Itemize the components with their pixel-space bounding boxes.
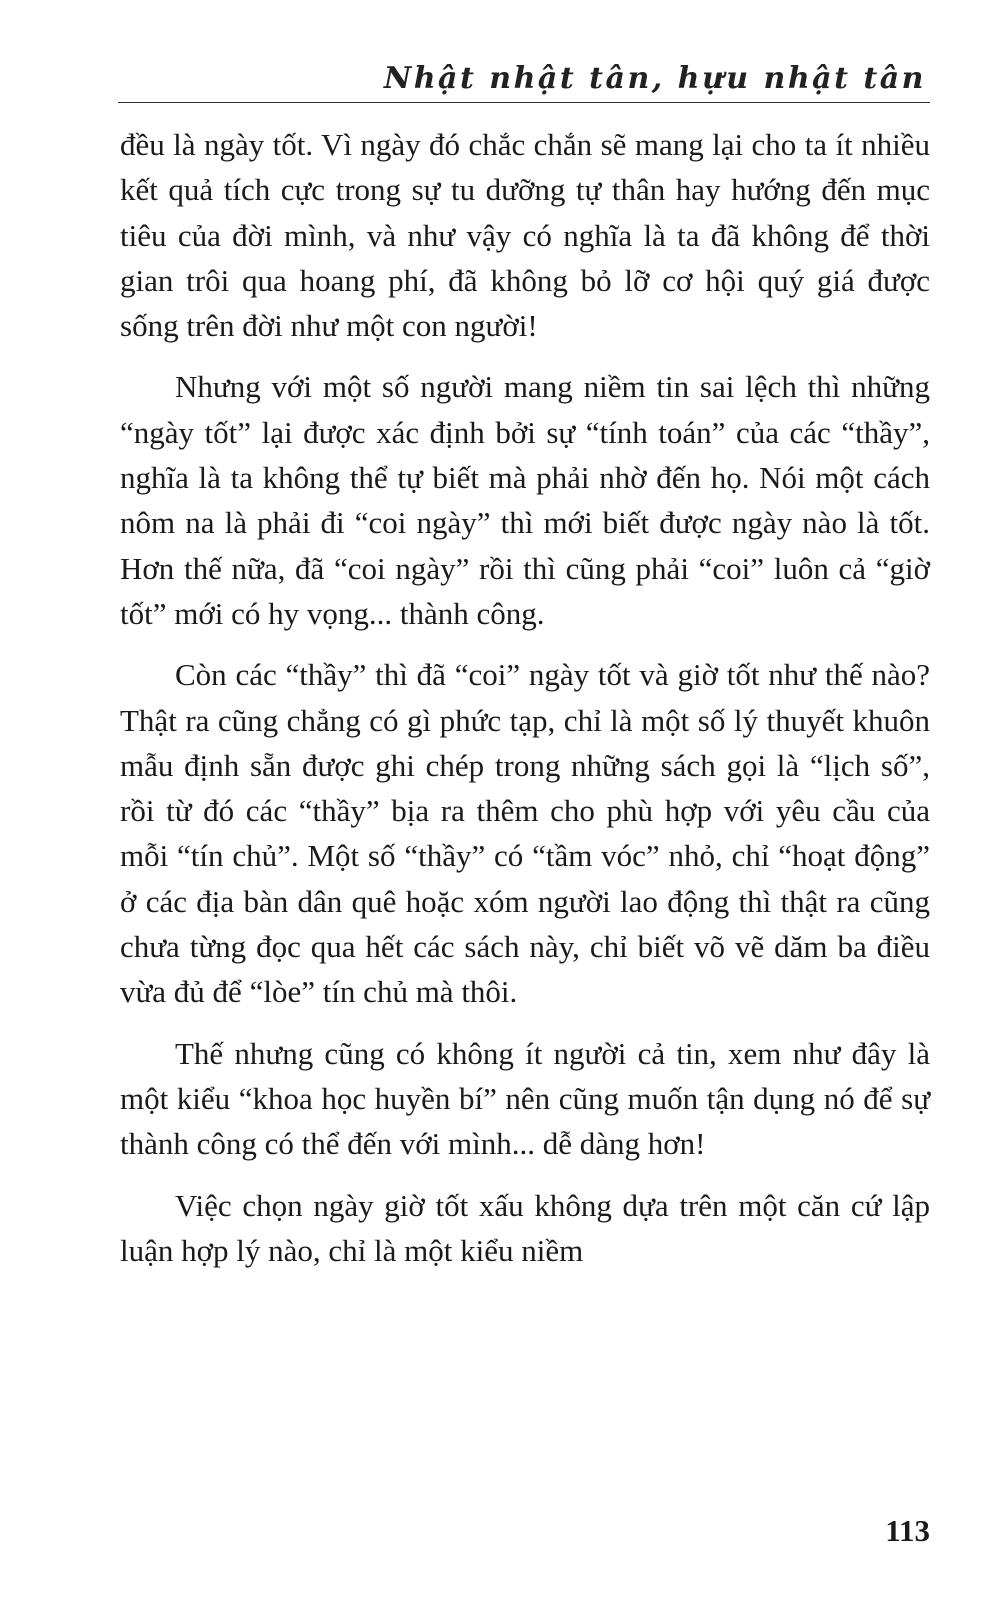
paragraph-5: Việc chọn ngày giờ tốt xấu không dựa trên một căn cứ lập luận hợp lý nào, chỉ là một kiểu niềm bbox=[120, 1187, 930, 1268]
running-header bbox=[118, 50, 930, 103]
paragraph-3: Còn các “thầy” thì đã “coi” ngày tốt và giờ tốt như thế nào? Thật ra cũng chẳng có gì phức tạp, chỉ là một số lý thuyết khuôn mẫu định sẵn được ghi chép trong những sách gọi là “lịch số”, rồi từ đó các “thầy” bịa ra thêm cho phù hợp với yêu cầu của mỗi “tín chủ”. Một số “thầy” có “tầm vóc” nhỏ, chỉ “hoạt động” ở các địa bàn dân quê hoặc xóm người lao động thì thật ra cũng chưa từng đọc qua hết các sách này, chỉ biết võ vẽ dăm ba điều vừa đủ để “lòe” tín chủ mà thôi. bbox=[120, 657, 930, 1010]
paragraph-4: Thế nhưng cũng có không ít người cả tin, xem như đây là một kiểu “khoa học huyền bí” nên cũng muốn tận dụng nó để sự thành công có thể đến với mình... dễ dàng hơn! bbox=[120, 1035, 930, 1162]
paragraph-1: đều là ngày tốt. Vì ngày đó chắc chắn sẽ mang lại cho ta ít nhiều kết quả tích cực trong sự tu dưỡng tự thân hay hướng đến mục tiêu của đời mình, và như vậy có nghĩa là ta đã không để thời gian trôi qua hoang phí, đã không bỏ lỡ cơ hội quý giá được sống trên đời như một con người! bbox=[120, 127, 930, 344]
page-number: 113 bbox=[885, 1513, 930, 1548]
running-header-title: Nhật nhật tân, hựu nhật tân bbox=[383, 61, 926, 96]
body-text bbox=[120, 122, 930, 1289]
paragraph-2: Nhưng với một số người mang niềm tin sai lệch thì những “ngày tốt” lại được xác định bởi sự “tính toán” của các “thầy”, nghĩa là ta không thể tự biết mà phải nhờ đến họ. Nói một cách nôm na là phải đi “coi ngày” thì mới biết được ngày nào là tốt. Hơn thế nữa, đã “coi ngày” rồi thì cũng phải “coi” luôn cả “giờ tốt” mới có hy vọng... thành công. bbox=[120, 369, 930, 631]
